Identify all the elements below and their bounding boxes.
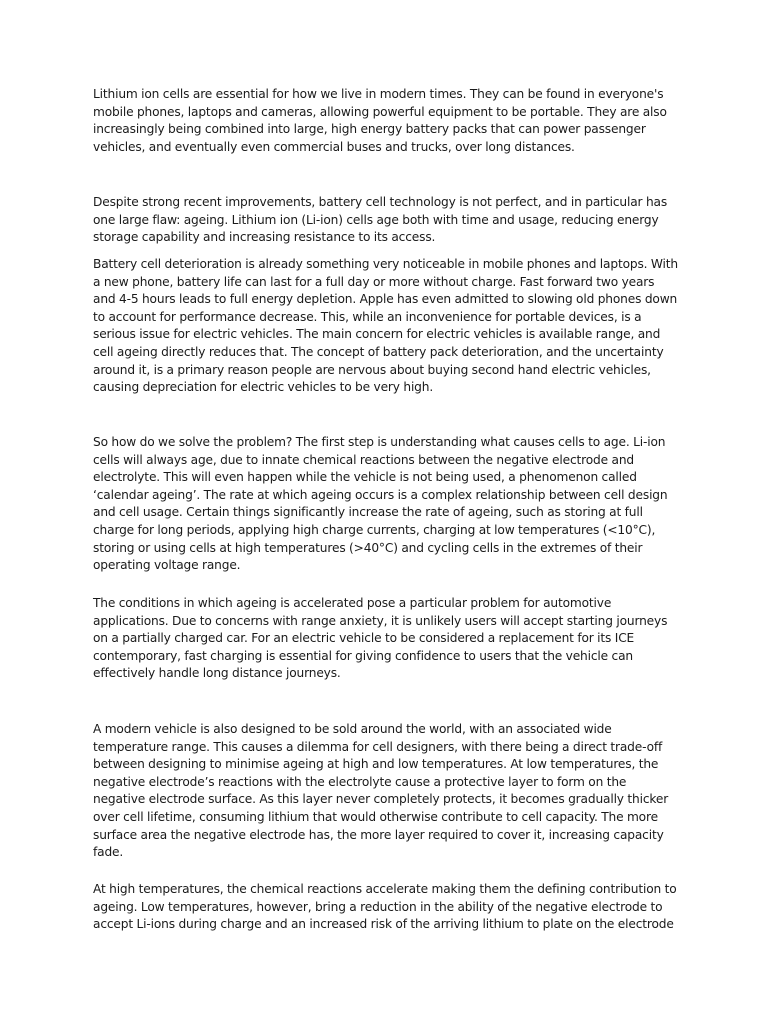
paragraph-temperature: A modern vehicle is also designed to be sold around the world, with an associated wide temperature range. This causes a dilemma for cell designers, with there being a direct trade-off between designing to minimise ageing at high and low temperatures. At low temperatures, the negative electrode’s reactions with the electrolyte cause a protective layer to form on the negative electrode surface. As this layer never completely protects, it becomes gradually thicker over cell lifetime, consuming lithium that would otherwise contribute to cell capacity. The more surface area the negative electrode has, the more layer required to cover it, increasing capacity fade. <box>93 722 669 860</box>
paragraph-ageing-flaw: Despite strong recent improvements, battery cell technology is not perfect, and in particular has one large flaw: ageing. Lithium ion (Li-ion) cells age both with time and usage, reducing energy storage capability and increasing resistance to its access. <box>93 195 668 245</box>
paragraph-intro: Lithium ion cells are essential for how we live in modern times. They can be found in everyone's mobile phones, laptops and cameras, allowing powerful equipment to be portable. They are also increasingly being combined into large, high energy battery packs that can power passenger vehicles, and eventually even commercial buses and trucks, over long distances. <box>93 87 667 154</box>
paragraph-high-temperature: At high temperatures, the chemical reactions accelerate making them the defining contribution to ageing. Low temperatures, however, bring a reduction in the ability of the negative electrode to accept Li-ions during charge and an increased risk of the arriving lithium to plate on the electrode <box>93 882 677 932</box>
paragraph-deterioration: Battery cell deterioration is already something very noticeable in mobile phones and laptops. With a new phone, battery life can last for a full day or more without charge. Fast forward two years and 4-5 hours leads to full energy depletion. Apple has even admitted to slowing old phones down to account for performance decrease. This, while an inconvenience for portable devices, is a serious issue for electric vehicles. The main concern for electric vehicles is available range, and cell ageing directly reduces that. The concept of battery pack deterioration, and the uncertainty around it, is a primary reason people are nervous about buying second hand electric vehicles, causing depreciation for electric vehicles to be very high. <box>93 257 678 395</box>
paragraph-automotive: The conditions in which ageing is accelerated pose a particular problem for automotive applications. Due to concerns with range anxiety, it is unlikely users will accept starting journeys on a partially charged car. For an electric vehicle to be considered a replacement for its ICE contemporary, fast charging is essential for giving confidence to users that the vehicle can effectively handle long distance journeys. <box>93 596 668 681</box>
paragraph-causes: So how do we solve the problem? The first step is understanding what causes cells to age. Li-ion cells will always age, due to innate chemical reactions between the negative electrode and electrolyte. This will even happen while the vehicle is not being used, a phenomenon called ‘calendar ageing’. The rate at which ageing occurs is a complex relationship between cell design and cell usage. Certain things significantly increase the rate of ageing, such as storing at full charge for long periods, applying high charge currents, charging at low temperatures (<10°C), storing or using cells at high temperatures (>40°C) and cycling cells in the extremes of their operating voltage range. <box>93 435 668 573</box>
